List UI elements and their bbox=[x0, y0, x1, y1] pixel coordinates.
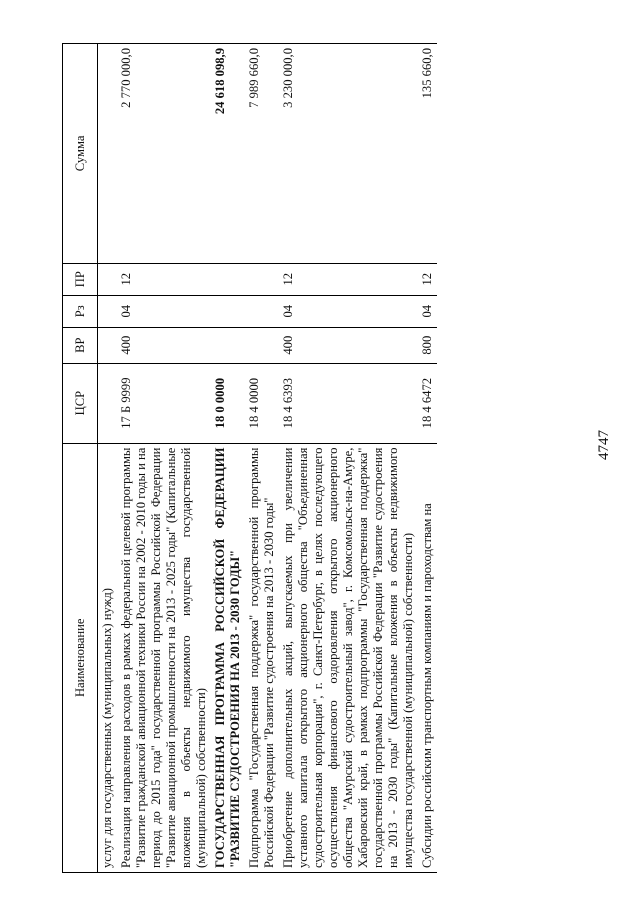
row-csr: 18 4 6393 bbox=[279, 363, 418, 443]
row-csr: 18 4 6472 bbox=[418, 363, 437, 443]
row-vr: 400 bbox=[117, 327, 211, 363]
row-csr: 18 0 0000 bbox=[211, 363, 245, 443]
row-sum bbox=[98, 44, 118, 264]
row-name: Субсидии российским транспортным компаниям и пароходствам на bbox=[418, 443, 437, 872]
row-csr: 18 4 0000 bbox=[245, 363, 279, 443]
row-sum: 135 660,0 bbox=[418, 44, 437, 264]
row-rz bbox=[245, 295, 279, 327]
row-rz bbox=[98, 295, 118, 327]
row-rz: 04 bbox=[117, 295, 211, 327]
row-rz: 04 bbox=[279, 295, 418, 327]
header-csr: ЦСР bbox=[63, 363, 98, 443]
row-pr: 12 bbox=[117, 263, 211, 295]
header-rz: Рз bbox=[63, 295, 98, 327]
row-name: Реализация направления расходов в рамках федеральной целевой программы "Развитие гражданской авиационной техники России на 2002 - 2010 годы и на период до 2015 года" государственной программы Российской Федерации "Развитие авиационной промышленности на 2013 - 2025 годы" (Капитальные вложения в объекты недвижимого имущества государственной (муниципальной) собственности) bbox=[117, 443, 211, 872]
row-sum: 24 618 098,9 bbox=[211, 44, 245, 264]
header-sum: Сумма bbox=[63, 44, 98, 264]
row-name: Подпрограмма "Государственная поддержка" государственной программы Российской Федерации "Развитие судостроения на 2013 - 2030 годы" bbox=[245, 443, 279, 872]
table-body bbox=[98, 44, 438, 873]
row-pr: 12 bbox=[418, 263, 437, 295]
row-name: ГОСУДАРСТВЕННАЯ ПРОГРАММА РОССИЙСКОЙ ФЕДЕРАЦИИ "РАЗВИТИЕ СУДОСТРОЕНИЯ НА 2013 - 2030 ГОДЫ" bbox=[211, 443, 245, 872]
row-csr bbox=[98, 363, 118, 443]
row-pr: 12 bbox=[279, 263, 418, 295]
row-name: Приобретение дополнительных акций, выпускаемых при увеличении уставного капитала открытого акционерного общества "Объединенная судостроительная корпорация", г. Санкт-Петербург, в целях последующего осуществления финансового оздоровления открытого акционерного общества "Амурский судостроительный завод", г. Комсомольск-на-Амуре, Хабаровский край, в рамках подпрограммы "Государственная поддержка" государственной программы Российской Федерации "Развитие судостроения на 2013 - 2030 годы" (Капитальные вложения в объекты недвижимого имущества государственной (муниципальной) собственности) bbox=[279, 443, 418, 872]
row-name: услуг для государственных (муниципальных) нужд) bbox=[98, 443, 118, 872]
table-row bbox=[98, 44, 118, 873]
page-number: 4747 bbox=[596, 430, 612, 460]
row-vr bbox=[245, 327, 279, 363]
header-name: Наименование bbox=[63, 443, 98, 872]
row-csr: 17 Б 9999 bbox=[117, 363, 211, 443]
budget-table bbox=[62, 43, 437, 873]
row-sum: 7 989 660,0 bbox=[245, 44, 279, 264]
table-row bbox=[279, 44, 418, 873]
table-row bbox=[245, 44, 279, 873]
table-header-row bbox=[63, 44, 98, 873]
table-row bbox=[418, 44, 437, 873]
row-vr bbox=[98, 327, 118, 363]
table-row bbox=[117, 44, 211, 873]
header-pr: ПР bbox=[63, 263, 98, 295]
row-vr bbox=[211, 327, 245, 363]
row-pr bbox=[98, 263, 118, 295]
row-rz: 04 bbox=[418, 295, 437, 327]
row-sum: 2 770 000,0 bbox=[117, 44, 211, 264]
table-row bbox=[211, 44, 245, 873]
header-vr: ВР bbox=[63, 327, 98, 363]
row-vr: 400 bbox=[279, 327, 418, 363]
row-pr bbox=[211, 263, 245, 295]
row-vr: 800 bbox=[418, 327, 437, 363]
row-rz bbox=[211, 295, 245, 327]
row-sum: 3 230 000,0 bbox=[279, 44, 418, 264]
row-pr bbox=[245, 263, 279, 295]
